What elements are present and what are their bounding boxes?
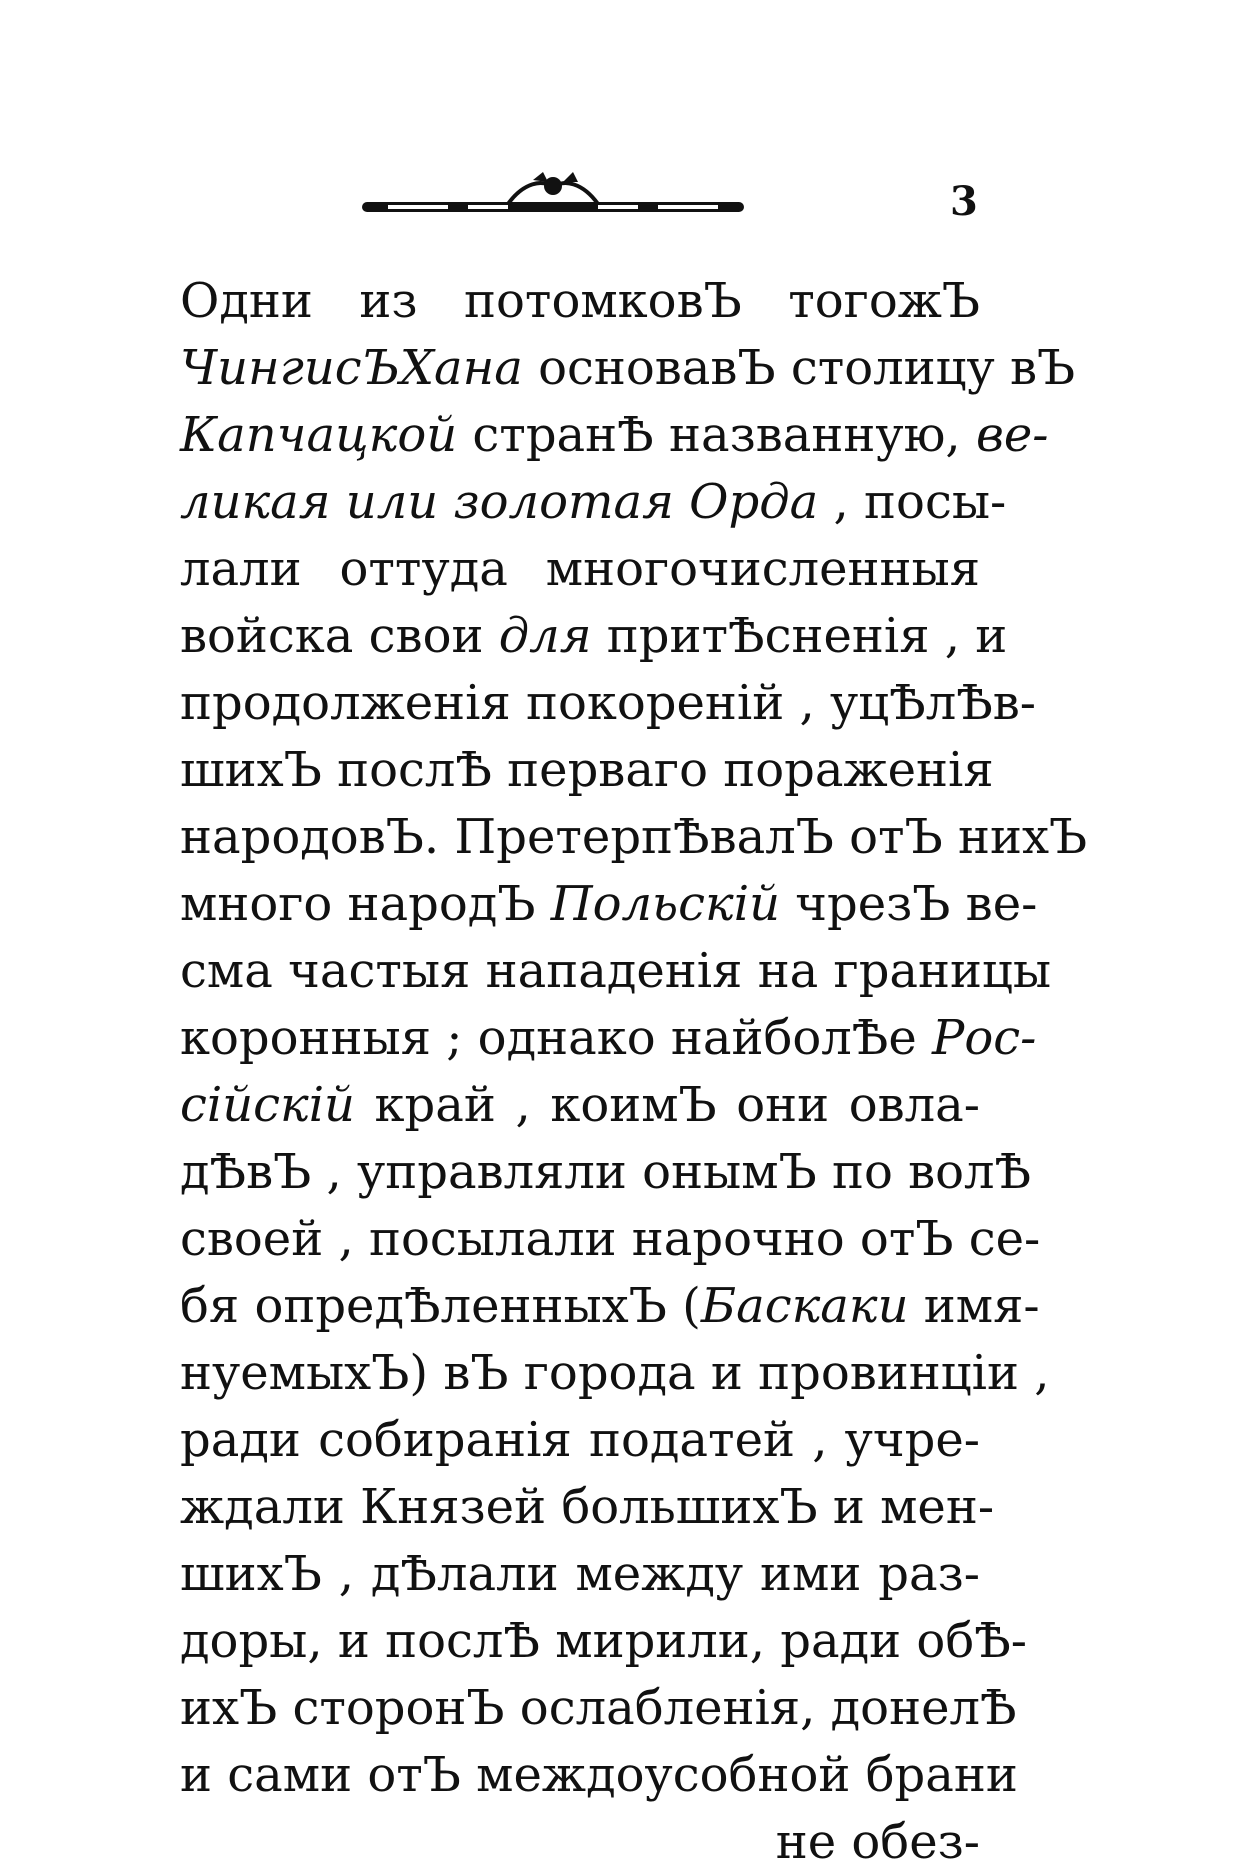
text-line bbox=[180, 1340, 1050, 1407]
text-line bbox=[180, 469, 1007, 536]
text-segment: ликая или золотая Орда bbox=[180, 474, 819, 530]
text-line bbox=[180, 1407, 980, 1474]
text-line bbox=[180, 402, 1049, 469]
text-segment: для bbox=[498, 608, 592, 664]
text-segment: ихЪ сторонЪ ослабленія, донелѢ bbox=[180, 1680, 1017, 1736]
text-line bbox=[180, 1273, 1040, 1340]
text-line bbox=[180, 1072, 980, 1139]
text-line bbox=[180, 871, 1038, 938]
page-number: 3 bbox=[950, 178, 978, 225]
text-segment: край , коимЪ они овла- bbox=[354, 1077, 980, 1133]
text-line bbox=[180, 536, 980, 603]
text-segment: и сами отЪ междоусобной брани bbox=[180, 1747, 1018, 1803]
text-segment: нуемыхЪ) вЪ города и провинціи , bbox=[180, 1345, 1050, 1401]
text-line bbox=[180, 1608, 1028, 1675]
text-line bbox=[180, 1206, 1041, 1273]
text-segment: Рос- bbox=[932, 1010, 1037, 1066]
text-line bbox=[180, 335, 1076, 402]
text-segment: основавЪ столицу вЪ bbox=[522, 340, 1076, 396]
text-segment: дѢвЪ , управляли онымЪ по волѢ bbox=[180, 1144, 1032, 1200]
text-segment: шихЪ , дѢлали между ими раз- bbox=[180, 1546, 980, 1602]
text-segment: ве- bbox=[975, 407, 1049, 463]
text-line bbox=[180, 1809, 980, 1876]
text-segment: бя опредѢленныхЪ ( bbox=[180, 1278, 701, 1334]
text-segment: Баскаки bbox=[700, 1278, 909, 1334]
text-line bbox=[180, 1474, 995, 1541]
text-line bbox=[180, 1675, 1017, 1742]
text-segment: имя- bbox=[908, 1278, 1040, 1334]
text-segment: много народЪ bbox=[180, 876, 551, 932]
text-line bbox=[180, 603, 1008, 670]
text-line bbox=[180, 1742, 1018, 1809]
text-line bbox=[180, 737, 994, 804]
text-segment: продолженія покореній , уцѢлѢв- bbox=[180, 675, 1037, 731]
text-segment: Капчацкой bbox=[180, 407, 458, 463]
text-segment: чрезЪ ве- bbox=[779, 876, 1038, 932]
text-segment: Польскій bbox=[550, 876, 780, 932]
text-line bbox=[180, 1139, 1032, 1206]
text-segment: ЧингисЪХана bbox=[180, 340, 523, 396]
text-segment: ради собиранія податей , учре- bbox=[180, 1412, 980, 1468]
text-line bbox=[180, 670, 1037, 737]
text-segment: Одни из потомковЪ тогожЪ bbox=[180, 273, 980, 329]
text-segment: сма частыя нападенія на границы bbox=[180, 943, 1052, 999]
text-segment: доры, и послѢ мирили, ради обѢ- bbox=[180, 1613, 1028, 1669]
text-line bbox=[180, 1005, 1037, 1072]
text-segment: притѢсненія , и bbox=[591, 608, 1008, 664]
text-segment: странѢ названную, bbox=[457, 407, 976, 463]
body-text bbox=[180, 268, 1088, 1876]
floral-ornament-icon bbox=[358, 168, 748, 238]
text-line bbox=[180, 938, 1052, 1005]
text-segment: войска свои bbox=[180, 608, 499, 664]
text-segment: лали оттуда многочисленныя bbox=[180, 541, 980, 597]
text-line bbox=[180, 268, 980, 335]
text-segment: не обез- bbox=[775, 1814, 980, 1870]
text-segment: коронныя ; однако найболѢе bbox=[180, 1010, 933, 1066]
text-segment: шихЪ послѢ перваго пораженія bbox=[180, 742, 994, 798]
text-segment: сійскій bbox=[180, 1077, 355, 1133]
text-line bbox=[180, 1541, 980, 1608]
text-segment: народовЪ. ПретерпѢвалЪ отЪ нихЪ bbox=[180, 809, 1088, 865]
text-segment: своей , посылали нарочно отЪ се- bbox=[180, 1211, 1041, 1267]
text-line bbox=[180, 804, 1088, 871]
text-segment: , посы- bbox=[818, 474, 1007, 530]
text-segment: ждали Князей большихЪ и мен- bbox=[180, 1479, 995, 1535]
